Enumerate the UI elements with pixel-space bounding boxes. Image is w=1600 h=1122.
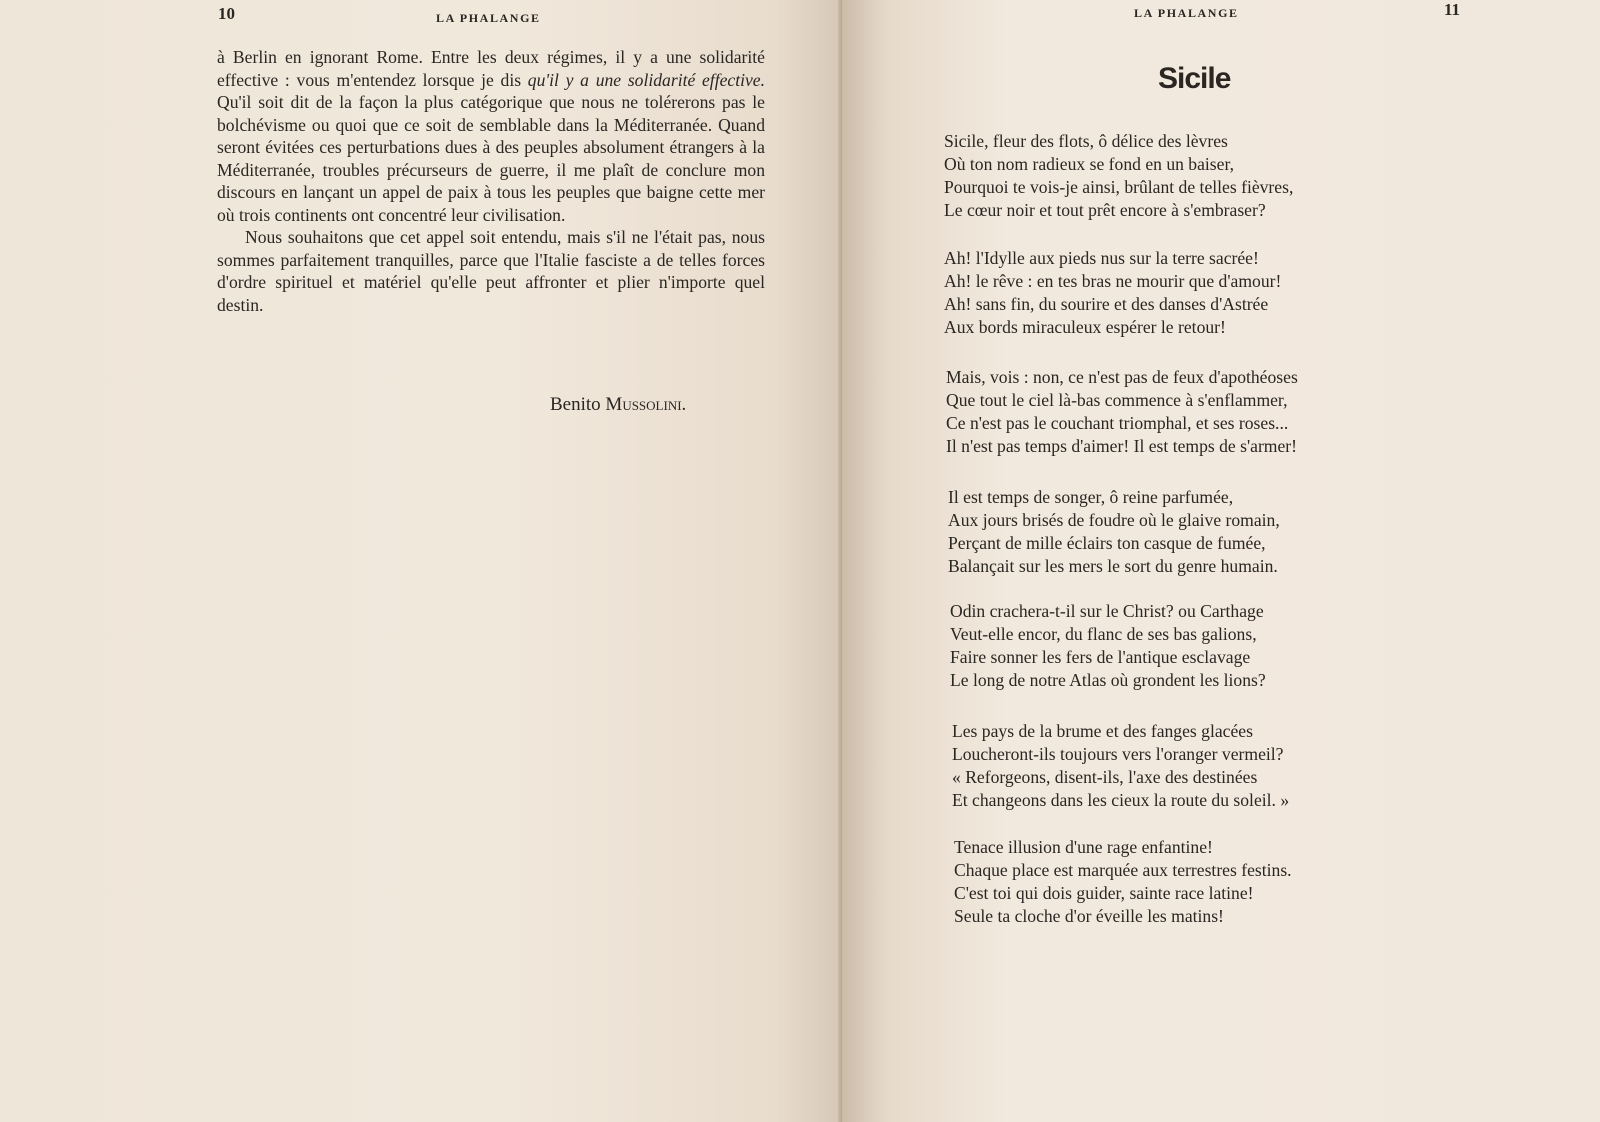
poem-line: Les pays de la brume et des fanges glacées [952,721,1253,741]
stanza-2 [944,247,1464,339]
poem-line: Le cœur noir et tout prêt encore à s'embraser? [944,200,1266,220]
poem-line: Pourquoi te vois-je ainsi, brûlant de telles fièvres, [944,177,1294,197]
signature-last-name: Mussolini. [605,394,687,415]
poem-line: C'est toi qui dois guider, sainte race latine! [954,883,1254,903]
stanza-3 [946,366,1466,458]
poem-line: Il n'est pas temps d'aimer! Il est temps de s'armer! [946,436,1298,456]
running-head-left: LA PHALANGE [436,11,541,25]
paragraph-1-text-b: Qu'il soit dit de la façon la plus catégorique que nous ne tolérerons pas le bolchévisme ou quoi que ce soit de semblable dans la Méditerranée. Quand seront évitées ces perturbations dues à des peuples absolument étrangers à la Méditerranée, troubles précurseurs de guerre, il me plaît de conclure mon discours en lançant un appel de paix à tous les peuples que baigne cette mer où trois continents ont concentré leur civilisation. [217,92,765,225]
running-head-right: LA PHALANGE [1134,6,1239,20]
page-number-right: 11 [1444,0,1461,19]
poem-line: Où ton nom radieux se fond en un baiser, [944,154,1235,174]
stanza-4 [948,486,1468,578]
poem-line: Ah! sans fin, du sourire et des danses d'Astrée [944,294,1269,314]
stanza-1 [944,130,1464,222]
paragraph-1 [217,46,765,226]
poem-line: Odin crachera-t-il sur le Christ? ou Carthage [950,601,1264,621]
stanza-5 [950,600,1470,692]
poem-line: Loucheront-ils toujours vers l'oranger vermeil? [952,744,1284,764]
poem-line: Veut-elle encor, du flanc de ses bas galions, [950,624,1257,644]
poem-line: Faire sonner les fers de l'antique esclavage [950,647,1251,667]
poem-line: Le long de notre Atlas où grondent les lions? [950,670,1266,690]
poem-line: « Reforgeons, disent-ils, l'axe des destinées [952,767,1258,787]
poem-line: Mais, vois : non, ce n'est pas de feux d'apothéoses [946,367,1298,387]
paragraph-1-italic: qu'il y a une solidarité effective. [527,69,765,90]
poem-line: Perçant de mille éclairs ton casque de fumée, [948,533,1266,553]
paragraph-2: Nous souhaitons que cet appel soit entendu, mais s'il ne l'était pas, nous sommes parfaitement tranquilles, parce que l'Italie fasciste a de telles forces d'ordre spirituel et matériel qu'elle peut affronter et plier n'importe quel destin. [217,227,765,315]
poem-line: Ce n'est pas le couchant triomphal, et ses roses... [946,413,1289,433]
paragraph-1-text-a: à Berlin en ignorant Rome. Entre les deux régimes, il y a une solidarité effective : vous m'entendez lorsque je dis [217,47,765,90]
poem-line: Sicile, fleur des flots, ô délice des lèvres [944,131,1228,151]
poem-line: Ah! l'Idylle aux pieds nus sur la terre sacrée! [944,248,1259,268]
poem-line: Tenace illusion d'une rage enfantine! [954,837,1213,857]
poem-line: Balançait sur les mers le sort du genre humain. [948,556,1278,576]
poem-title: Sicile [1158,62,1231,95]
poem-line: Aux bords miraculeux espérer le retour! [944,317,1226,337]
signature [550,394,686,416]
poem-line: Il est temps de songer, ô reine parfumée, [948,487,1234,507]
poem-line: Ah! le rêve : en tes bras ne mourir que d'amour! [944,271,1282,291]
stanza-6 [952,720,1472,812]
poem-line: Chaque place est marquée aux terrestres festins. [954,860,1292,880]
poem-line: Seule ta cloche d'or éveille les matins! [954,906,1224,926]
speech-text [217,46,765,316]
poem-line: Et changeons dans les cieux la route du soleil. » [952,790,1290,810]
stanza-7 [954,836,1474,928]
poem-line: Que tout le ciel là-bas commence à s'enflammer, [946,390,1288,410]
signature-first-name: Benito [550,394,601,415]
page-number-left: 10 [218,4,235,23]
poem-line: Aux jours brisés de foudre où le glaive romain, [948,510,1280,530]
